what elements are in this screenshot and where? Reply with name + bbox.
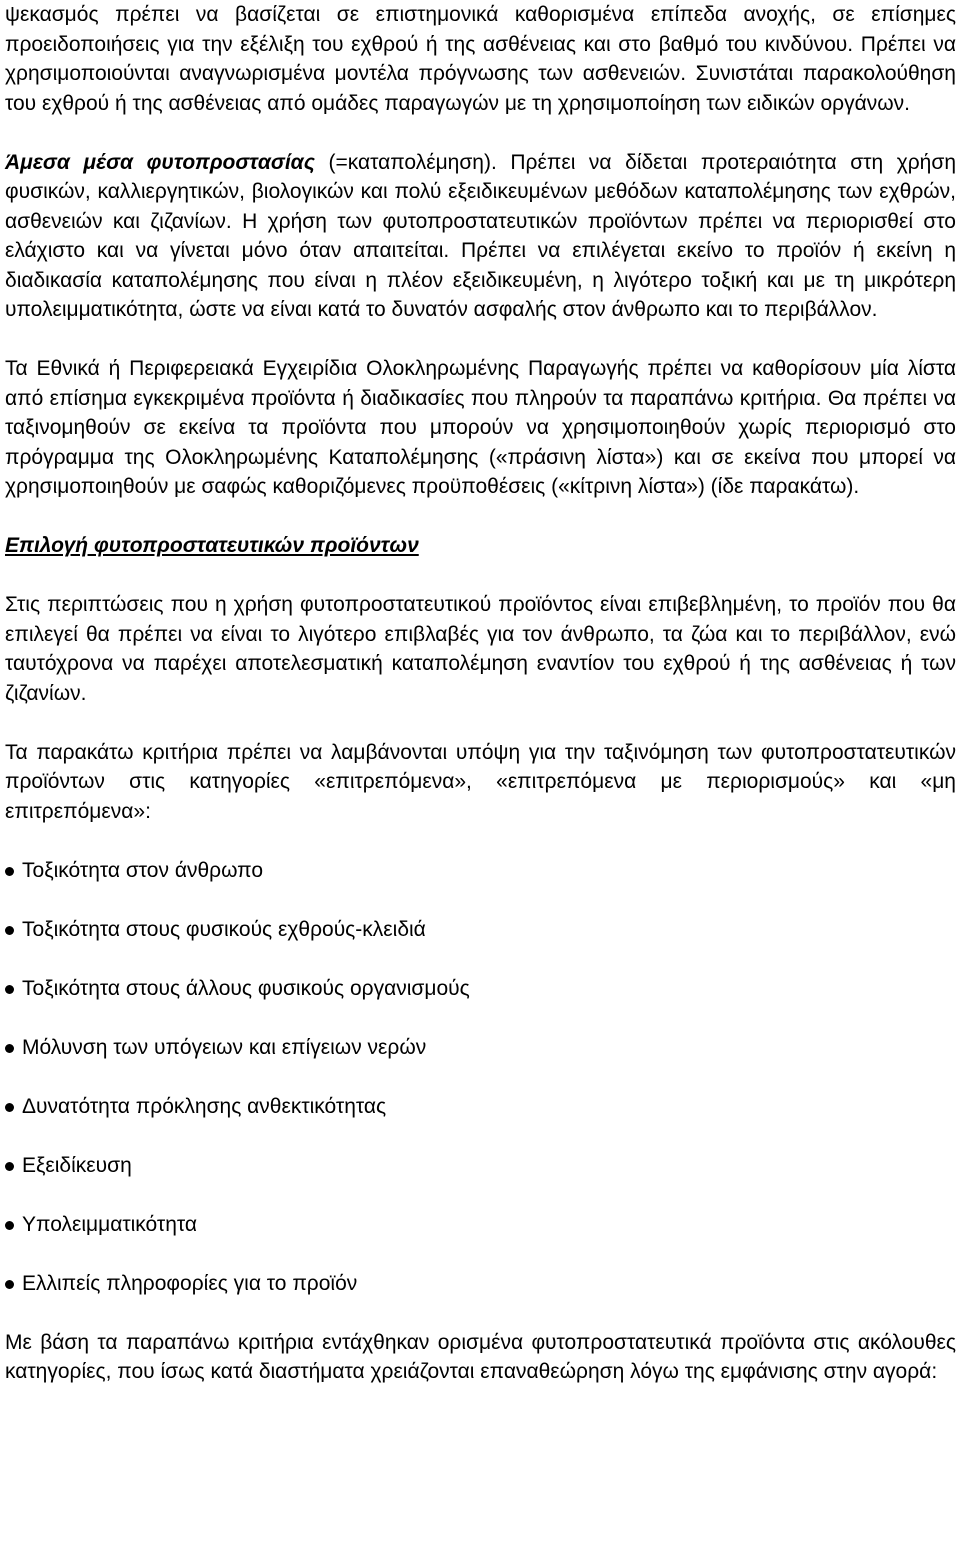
criteria-list [5,856,956,1299]
criteria-item [5,915,956,974]
paragraph-body: (=καταπολέμηση). Πρέπει να δίδεται προτεραιότητα στη χρήση φυσικών, καλλιεργητικών, βιολογικών και πολύ εξειδικευμένων μεθόδων καταπολέμησης των εχθρών, ασθενειών και ζιζανίων. Η χρήση των φυτοπροστατευτικών προϊόντων πρέπει να περιορισθεί στο ελάχιστο και να γίνεται μόνο όταν απαιτείται. Πρέπει να επιλέγεται εκείνο το προϊόν ή εκείνη η διαδικασία καταπολέμησης που είναι η πλέον εξειδικευμένη, η λιγότερο τοξική και με τη μικρότερη υπολειμματικότητα, ώστε να είναι κατά το δυνατόν ασφαλής στον άνθρωπο και το περιβάλλον. [5,150,956,321]
document-page [5,0,956,1387]
paragraph-categories: Με βάση τα παραπάνω κριτήρια εντάχθηκαν ορισμένα φυτοπροστατευτικά προϊόντα στις ακόλουθες κατηγορίες, που ίσως κατά διαστήματα χρειάζονται επαναθεώρηση λόγω της εμφάνισης στην αγορά: [5,1330,956,1383]
criteria-item-label: Δυνατότητα πρόκλησης ανθεκτικότητας [22,1094,387,1118]
criteria-item-label: Εξειδίκευση [22,1153,132,1177]
bullet-icon [5,867,14,876]
bullet-icon [5,926,14,935]
criteria-item [5,974,956,1033]
criteria-item-label: Υπολειμματικότητα [22,1212,198,1236]
bullet-icon [5,1221,14,1230]
bullet-icon [5,985,14,994]
criteria-item [5,1210,956,1269]
bullet-icon [5,1280,14,1289]
paragraph-lead-term: Άμεσα μέσα φυτοπροστασίας [5,150,315,174]
criteria-item [5,1269,956,1299]
criteria-item [5,1092,956,1151]
paragraph-monitoring: ψεκασμός πρέπει να βασίζεται σε επιστημονικά καθορισμένα επίπεδα ανοχής, σε επίσημες προειδοποιήσεις για την εξέλιξη του εχθρού ή της ασθένειας και στο βαθμό του κινδύνου. Πρέπει να χρησιμοποιούνται αναγνωρισμένα μοντέλα πρόγνωσης των ασθενειών. Συνιστάται παρακολούθηση του εχθρού ή της ασθένειας από ομάδες παραγωγών με τη χρησιμοποίηση των ειδικών οργάνων. [5,3,956,115]
criteria-item-label: Μόλυνση των υπόγειων και επίγειων νερών [22,1035,427,1059]
bullet-icon [5,1044,14,1053]
criteria-item [5,856,956,915]
criteria-item-label: Τοξικότητα στους φυσικούς εχθρούς-κλειδιά [22,917,426,941]
bullet-icon [5,1103,14,1112]
criteria-item [5,1151,956,1210]
bullet-icon [5,1162,14,1171]
paragraph-manuals: Τα Εθνικά ή Περιφερειακά Εγχειρίδια Ολοκληρωμένης Παραγωγής πρέπει να καθορίσουν μία λίστα από επίσημα εγκεκριμένα προϊόντα ή διαδικασίες που πληρούν τα παραπάνω κριτήρια. Θα πρέπει να ταξινομηθούν σε εκείνα τα προϊόντα που μπορούν να χρησιμοποιηθούν χωρίς περιορισμό στο πρόγραμμα της Ολοκληρωμένης Καταπολέμησης («πράσινη λίστα») και σε εκείνα που μπορεί να χρησιμοποιηθούν με σαφώς καθοριζόμενες προϋποθέσεις («κίτρινη λίστα») (ίδε παρακάτω). [5,357,956,498]
paragraph-product-choice: Στις περιπτώσεις που η χρήση φυτοπροστατευτικού προϊόντος είναι επιβεβλημένη, το προϊόν που θα επιλεγεί θα πρέπει να είναι το λιγότερο επιβλαβές για τον άνθρωπο, τα ζώα και το περιβάλλον, ενώ ταυτόχρονα να παρέχει αποτελεσματική καταπολέμηση εναντίον του εχθρού ή της ασθένειας ή των ζιζανίων. [5,593,956,705]
paragraph-direct-protection [5,148,956,325]
criteria-item-label: Ελλιπείς πληροφορίες για το προϊόν [22,1271,358,1295]
paragraph-criteria-intro: Τα παρακάτω κριτήρια πρέπει να λαμβάνονται υπόψη για την ταξινόμηση των φυτοπροστατευτικών προϊόντων στις κατηγορίες «επιτρεπόμενα», «επιτρεπόμενα με περιορισμούς» και «μη επιτρεπόμενα»: [5,740,956,823]
criteria-item-label: Τοξικότητα στους άλλους φυσικούς οργανισμούς [22,976,470,1000]
criteria-item [5,1033,956,1092]
criteria-item-label: Τοξικότητα στον άνθρωπο [22,858,264,882]
section-heading: Επιλογή φυτοπροστατευτικών προϊόντων [5,534,419,557]
